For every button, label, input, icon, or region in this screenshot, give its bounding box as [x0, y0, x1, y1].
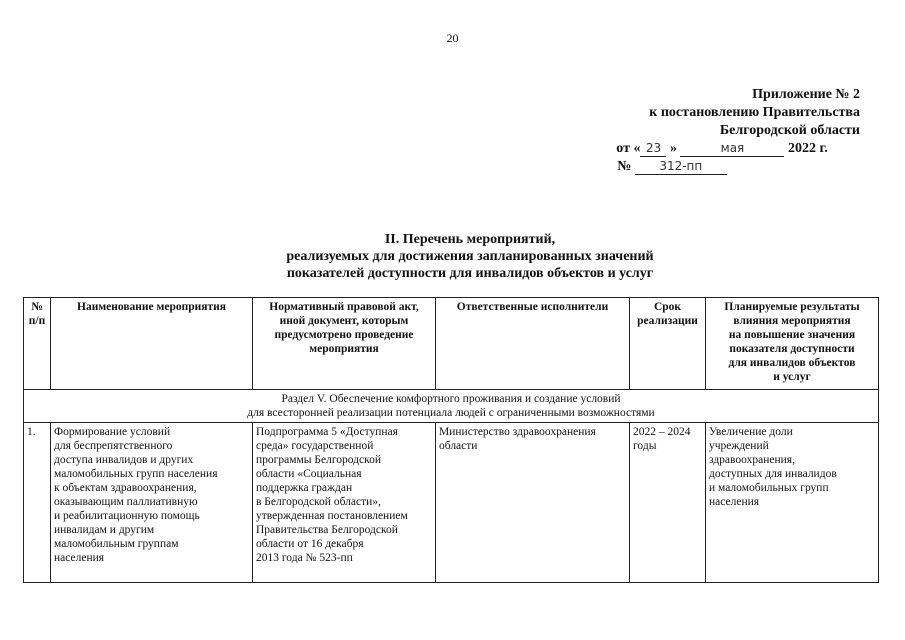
row-legal-line: программы Белгородской [256, 454, 382, 466]
row-legal-line: Правительства Белгородской [256, 524, 398, 536]
header-legal-line: предусмотрено проведение [274, 329, 414, 341]
row-name-line: маломобильных групп населения [54, 468, 218, 480]
document-number: 312-пп [635, 159, 727, 175]
section-heading [24, 390, 879, 423]
row-name [51, 423, 253, 583]
section-line-1: Раздел V. Обеспечение комфортного проживания и создание условий [281, 393, 621, 405]
row-name-line: доступа инвалидов и других [54, 454, 194, 466]
header-legal-line: мероприятия [309, 343, 379, 355]
header-name: Наименование мероприятия [51, 298, 253, 390]
date-year: 2022 г. [787, 141, 828, 156]
section-title [0, 231, 905, 282]
header-results-line: влияния мероприятия [733, 315, 851, 327]
date-prefix: от « [616, 141, 641, 156]
row-results-line: и маломобильных групп [709, 482, 829, 494]
row-term [630, 423, 706, 583]
header-legal-act [253, 298, 436, 390]
row-legal-line: среда» государственной [256, 440, 374, 452]
row-legal-line: утвержденная постановлением [256, 510, 408, 522]
header-num-line: п/п [28, 315, 46, 327]
title-line-3: показателей доступности для инвалидов объектов и услуг [286, 266, 654, 281]
row-name-line: для беспрепятственного [54, 440, 173, 452]
header-results [706, 298, 879, 390]
row-responsible-line: Министерство здравоохранения [439, 426, 596, 438]
row-name-line: оказывающим паллиативную [54, 496, 198, 508]
appendix-decree-line: к постановлению Правительства [649, 105, 860, 120]
row-responsible [436, 423, 630, 583]
row-legal-line: 2013 года № 523-пп [256, 552, 353, 564]
row-term-line: 2022 – 2024 [633, 426, 691, 438]
section-line-2: для всесторонней реализации потенциала людей с ограниченными возможностями [247, 407, 655, 419]
row-legal-line: в Белгородской области», [256, 496, 381, 508]
header-term-line: реализации [637, 315, 698, 327]
row-legal-line: поддержка граждан [256, 482, 353, 494]
row-results [706, 423, 879, 583]
appendix-title: Приложение № 2 [752, 87, 860, 102]
header-results-line: на повышение значения [728, 329, 856, 341]
row-legal-act [253, 423, 436, 583]
header-term [630, 298, 706, 390]
date-day-close: » [669, 141, 677, 156]
date-day: 23 [640, 141, 666, 157]
row-name-line: к объектам здравоохранения, [54, 482, 197, 494]
table-header-row [24, 298, 879, 390]
row-responsible-line: области [439, 440, 478, 452]
title-line-2: реализуемых для достижения запланированных значений [286, 249, 654, 264]
header-results-line: для инвалидов объектов [728, 357, 856, 369]
row-results-line: здравоохранения, [709, 454, 795, 466]
title-line-1: II. Перечень мероприятий, [384, 232, 556, 247]
row-legal-line: Подпрограмма 5 «Доступная [256, 426, 398, 438]
row-name-line: инвалидам и другим [54, 524, 155, 536]
row-name-line: Формирование условий [54, 426, 171, 438]
row-results-line: доступных для инвалидов [709, 468, 837, 480]
page-number: 20 [446, 31, 459, 45]
row-legal-line: области «Социальная [256, 468, 362, 480]
row-results-line: Увеличение доли [709, 426, 793, 438]
row-results-line: населения [709, 496, 760, 508]
row-name-line: и реабилитационную помощь [54, 510, 200, 522]
number-prefix: № [617, 159, 632, 174]
row-term-line: годы [633, 440, 657, 452]
row-results-line: учреждений [709, 440, 769, 452]
date-month: мая [680, 141, 784, 157]
section-row [24, 390, 879, 423]
header-legal-line: иной документ, которым [279, 315, 409, 327]
row-legal-line: области от 16 декабря [256, 538, 364, 550]
appendix-number-line [542, 158, 802, 176]
row-name-line: населения [54, 552, 105, 564]
header-results-line: и услуг [773, 371, 811, 383]
header-num [24, 298, 51, 390]
row-name-line: маломобильным группам [54, 538, 179, 550]
appendix-block [600, 86, 860, 176]
header-num-line: № [31, 301, 43, 313]
appendix-date-line [592, 140, 852, 158]
header-legal-line: Нормативный правовой акт, [269, 301, 419, 313]
table-row [24, 423, 879, 583]
header-results-line: показателя доступности [729, 343, 855, 355]
header-responsible: Ответственные исполнители [436, 298, 630, 390]
row-num: 1. [24, 423, 51, 583]
appendix-region-line: Белгородской области [719, 123, 860, 138]
measures-table [23, 297, 879, 583]
header-term-line: Срок [653, 301, 682, 313]
header-results-line: Планируемые результаты [724, 301, 860, 313]
